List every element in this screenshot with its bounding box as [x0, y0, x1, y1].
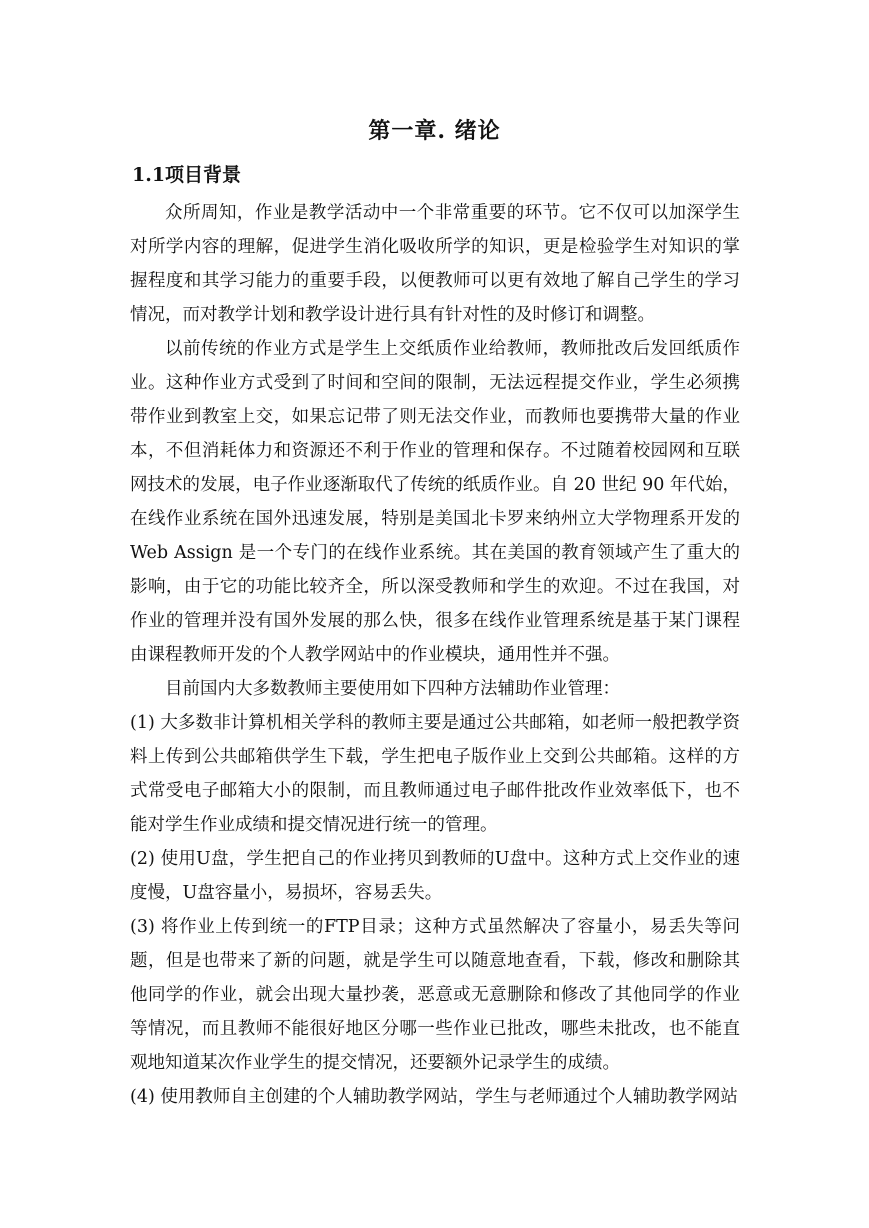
list-item-1: (1) 大多数非计算机相关学科的教师主要是通过公共邮箱，如老师一般把教学资料上传到公共邮箱供学生下载，学生把电子版作业上交到公共邮箱。这样的方式常受电子邮箱大小的限制，而且教师通过电子邮件批改作业效率低下，也不能对学生作业成绩和提交情况进行统一的管理。	[130, 713, 740, 835]
body-text	[130, 196, 740, 1114]
chapter-title: 第一章. 绪论	[368, 118, 501, 144]
list-item-3: (3) 将作业上传到统一的FTP目录；这种方式虽然解决了容量小，易丢失等问题，但是也带来了新的问题，就是学生可以随意地查看，下载，修改和删除其他同学的作业，就会出现大量抄袭，恶意或无意删除和修改了其他同学的作业等情况，而且教师不能很好地区分哪一些作业已批改，哪些未批改，也不能直观地知道某次作业学生的提交情况，还要额外记录学生的成绩。	[130, 917, 740, 1073]
paragraph-traditional: 以前传统的作业方式是学生上交纸质作业给教师，教师批改后发回纸质作业。这种作业方式受到了时间和空间的限制，无法远程提交作业，学生必须携带作业到教室上交，如果忘记带了则无法交作业，而教师也要携带大量的作业本，不但消耗体力和资源还不利于作业的管理和保存。不过随着校园网和互联网技术的发展，电子作业逐渐取代了传统的纸质作业。自 20 世纪 90 年代始，在线作业系统在国外迅速发展，特别是美国北卡罗来纳州立大学物理系开发的 Web Assign 是一个专门的在线作业系统。其在美国的教育领域产生了重大的影响，由于它的功能比较齐全，所以深受教师和学生的欢迎。不过在我国，对作业的管理并没有国外发展的那么快，很多在线作业管理系统是基于某门课程由课程教师开发的个人教学网站中的作业模块，通用性并不强。	[130, 339, 740, 665]
paragraph-intro: 众所周知，作业是教学活动中一个非常重要的环节。它不仅可以加深学生对所学内容的理解，促进学生消化吸收所学的知识，更是检验学生对知识的掌握程度和其学习能力的重要手段，以便教师可以更有效地了解自己学生的学习情况，而对教学计划和教学设计进行具有针对性的及时修订和调整。	[130, 203, 740, 325]
paragraph-methods-lead: 目前国内大多数教师主要使用如下四种方法辅助作业管理：	[165, 679, 620, 699]
list-item-2: (2) 使用U盘，学生把自己的作业拷贝到教师的U盘中。这种方式上交作业的速度慢，U盘容量小，易损坏，容易丢失。	[130, 849, 740, 903]
list-item-4: (4) 使用教师自主创建的个人辅助教学网站，学生与老师通过个人辅助教学网站	[130, 1087, 738, 1107]
section-title: 1.1项目背景	[132, 164, 242, 186]
